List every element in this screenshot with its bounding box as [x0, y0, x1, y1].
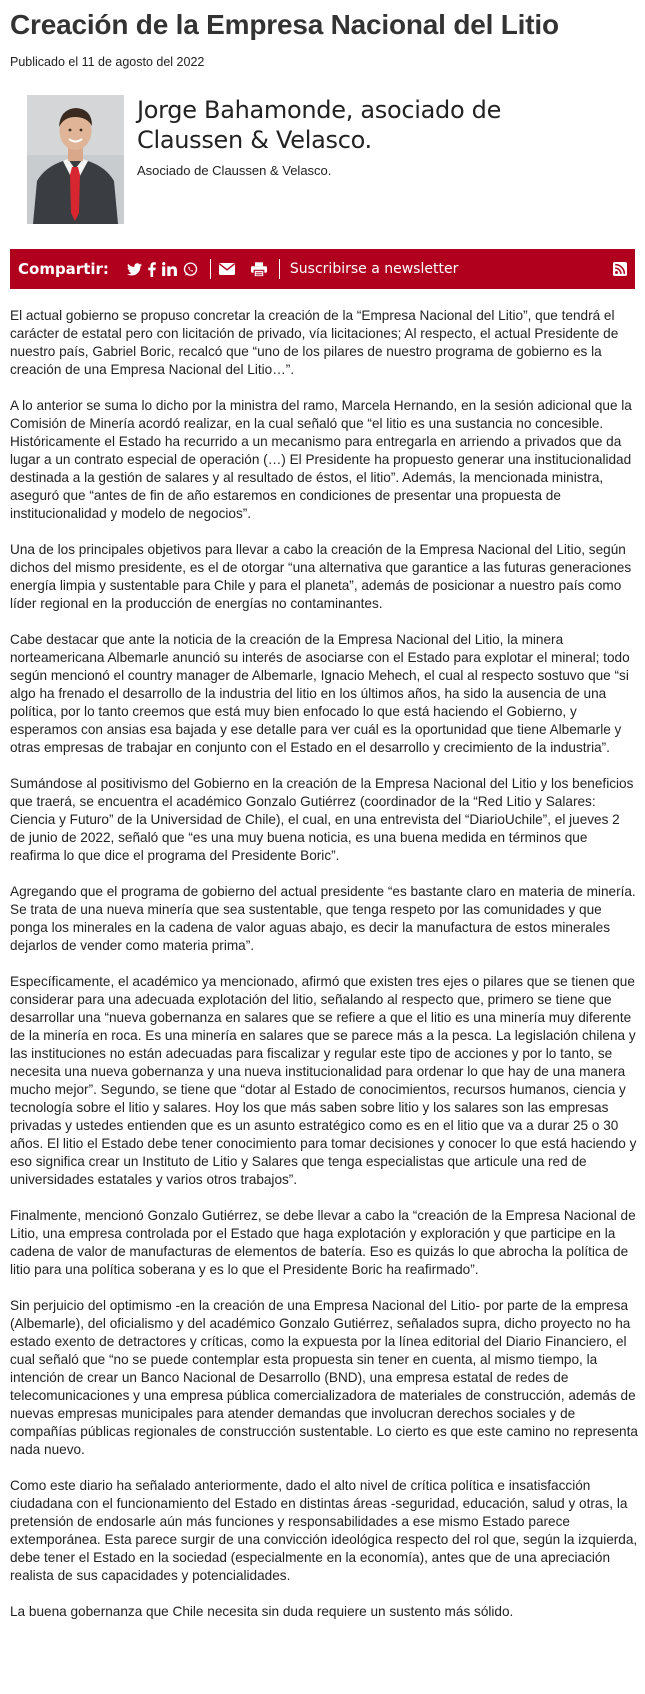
divider: [210, 259, 211, 279]
print-icon[interactable]: [251, 262, 267, 277]
publish-date: Publicado el 11 de agosto del 2022: [10, 55, 205, 69]
author-role: Asociado de Claussen & Velasco.: [137, 163, 332, 178]
author-name: Jorge Bahamonde, asociado de Claussen & Velasco.: [137, 96, 502, 154]
article-paragraph: Específicamente, el académico ya mencionado, afirmó que existen tres ejes o pilares que se tienen que considerar para una adecuada explotación del litio, señalando al respecto que, primero se tiene que desarrollar una “nueva gobernanza en salares que se refiere a que el litio es una minería muy diferente de la minería en roca. Es una minería en salares que se parece más a la pesca. La legislación chilena y las instituciones no están adecuadas para fiscalizar y regular este tipo de acciones y por lo tanto, se necesita una nueva gobernanza y una nueva institucionalidad para ordenar lo que hay de una manera mucho mejor”. Segundo, se tiene que “dotar al Estado de conocimientos, recursos humanos, ciencia y tecnología sobre el litio y salares. Hoy los que más saben sobre litio y los salares son las empresas privadas y ustedes entienden que es un asunto estratégico como es en el litio que va a durar 25 o 30 años. El litio el Estado debe tener conocimiento para tomar decisiones y conocer lo que está haciendo y eso significa crear un Instituto de Litio y Salares que tenga especialistas que articule una red de universidades estatales y varios otros trabajos”.: [10, 974, 637, 1187]
newsletter-link[interactable]: Suscribirse a newsletter: [289, 261, 459, 277]
share-label: Compartir:: [18, 260, 109, 278]
article-paragraph: Sumándose al positivismo del Gobierno en la creación de la Empresa Nacional del Litio y los beneficios que traerá, se encuentra el académico Gonzalo Gutiérrez (coordinador de la “Red Litio y Salares: Ciencia y Futuro” de la Universidad de Chile), el cual, en una entrevista del “DiarioUchile”, el jueves 2 de junio de 2022, señaló que “es una muy buena noticia, es una buena medida en términos que reafirma lo que dice el programa del Presidente Boric”.: [10, 776, 634, 863]
whatsapp-icon[interactable]: [183, 262, 198, 277]
share-bar: [10, 249, 635, 289]
article-body: [10, 307, 638, 1621]
email-icon[interactable]: [219, 263, 235, 275]
article-paragraph: Como este diario ha señalado anteriormente, dado el alto nivel de crítica política e insatisfacción ciudadana con el funcionamiento del Estado en distintas áreas -seguridad, educación, salud y otras, la pretensión de endosarle aún más funciones y responsabilidades a ese mismo Estado parece extemporánea. Esta parece surgir de una convicción ideológica respecto del rol que, según la izquierda, debe tener el Estado en la sociedad (especialmente en la economía), antes que de una apreciación realista de sus capacidades y potencialidades.: [10, 1478, 638, 1583]
article-paragraph: La buena gobernanza que Chile necesita sin duda requiere un sustento más sólido.: [10, 1604, 514, 1619]
article-title: Creación de la Empresa Nacional del Litio: [10, 9, 559, 40]
author-block: [27, 95, 635, 225]
article-paragraph: A lo anterior se suma lo dicho por la ministra del ramo, Marcela Hernando, en la sesión adicional que la Comisión de Minería acordó realizar, en la cual señaló que “el litio es una sustancia no concesible. Históricamente el Estado ha recurrido a un mecanismo para entregarla en arriendo a privados que da lugar a un contrato especial de operación (…) El Presidente ha propuesto generar una institucionalidad destinada a la gestión de salares y al resultado de éstos, el litio”. Además, la mencionada ministra, aseguró que “antes de fin de año estaremos en condiciones de presentar una propuesta de institucionalidad y modelo de negocios”.: [10, 398, 632, 521]
article-paragraph: Agregando que el programa de gobierno del actual presidente “es bastante claro en materia de minería. Se trata de una nueva minería que sea sustentable, que tenga respeto por las comunidades y que ponga los minerales en la cadena de valor aguas abajo, es decir la manufactura de estos minerales dejarlos de vender como materia prima”.: [10, 884, 636, 953]
author-avatar: [27, 95, 124, 224]
facebook-icon[interactable]: [148, 262, 156, 277]
article-paragraph: Una de los principales objetivos para llevar a cabo la creación de la Empresa Nacional del Litio, según dichos del mismo presidente, es el de otorgar “una alternativa que garantice a las futuras generaciones energía limpia y sustentable para Chile y para el planeta”, además de posicionar a nuestro país como líder regional en la producción de energías no contaminantes.: [10, 542, 632, 611]
rss-icon[interactable]: [613, 262, 627, 276]
article-paragraph: Cabe destacar que ante la noticia de la creación de la Empresa Nacional del Litio, la minera norteamericana Albemarle anunció su interés de asociarse con el Estado para explotar el mineral; todo según mencionó el country manager de Albemarle, Ignacio Mehech, el cual al respecto sostuvo que “si algo ha frenado el desarrollo de la industria del litio en los últimos años, ha sido la ausencia de una política, por lo tanto creemos que está muy bien enfocado lo que está haciendo el Gobierno, y esperamos con ansias esa bajada y ese detalle para ver cuál es la oportunidad que tiene Albemarle y otras empresas de trabajar en conjunto con el Estado en el desarrollo y crecimiento de la industria”.: [10, 632, 630, 755]
divider: [279, 259, 280, 279]
article-paragraph: El actual gobierno se propuso concretar la creación de la “Empresa Nacional del Litio”, que tendrá el carácter de estatal pero con licitación de privado, vía licitaciones; Al respecto, el actual Presidente de nuestro país, Gabriel Boric, recalcó que “uno de los pilares de nuestro programa de gobierno es la creación de una Empresa Nacional del Litio…”.: [10, 308, 619, 377]
twitter-icon[interactable]: [127, 263, 142, 276]
article-paragraph: Sin perjuicio del optimismo -en la creación de una Empresa Nacional del Litio- por parte de la empresa (Albemarle), del oficialismo y del académico Gonzalo Gutiérrez, señalados supra, dicho proyecto no ha estado exento de detractores y críticas, como la expuesta por la línea editorial del Diario Financiero, el cual señaló que “no se puede contemplar esta propuesta sin tener en cuenta, al mismo tiempo, la intención de crear un Banco Nacional de Desarrollo (BND), una empresa estatal de redes de telecomunicaciones y una empresa pública comercializadora de materiales de construcción, además de nuevas empresas municipales para atender demandas que involucran derechos sociales y de compañías públicas regionales de construcción sustentable. Lo cierto es que este camino no representa nada nuevo.: [10, 1298, 638, 1457]
article-paragraph: Finalmente, mencionó Gonzalo Gutiérrez, se debe llevar a cabo la “creación de la Empresa Nacional de Litio, una empresa controlada por el Estado que haga explotación y exploración y que participe en la cadena de valor de manufacturas de elementos de batería. Eso es quizás lo que abrocha la política de litio para una política soberana y es lo que el Presidente Boric ha reafirmado”.: [10, 1208, 636, 1277]
linkedin-icon[interactable]: [162, 262, 177, 276]
